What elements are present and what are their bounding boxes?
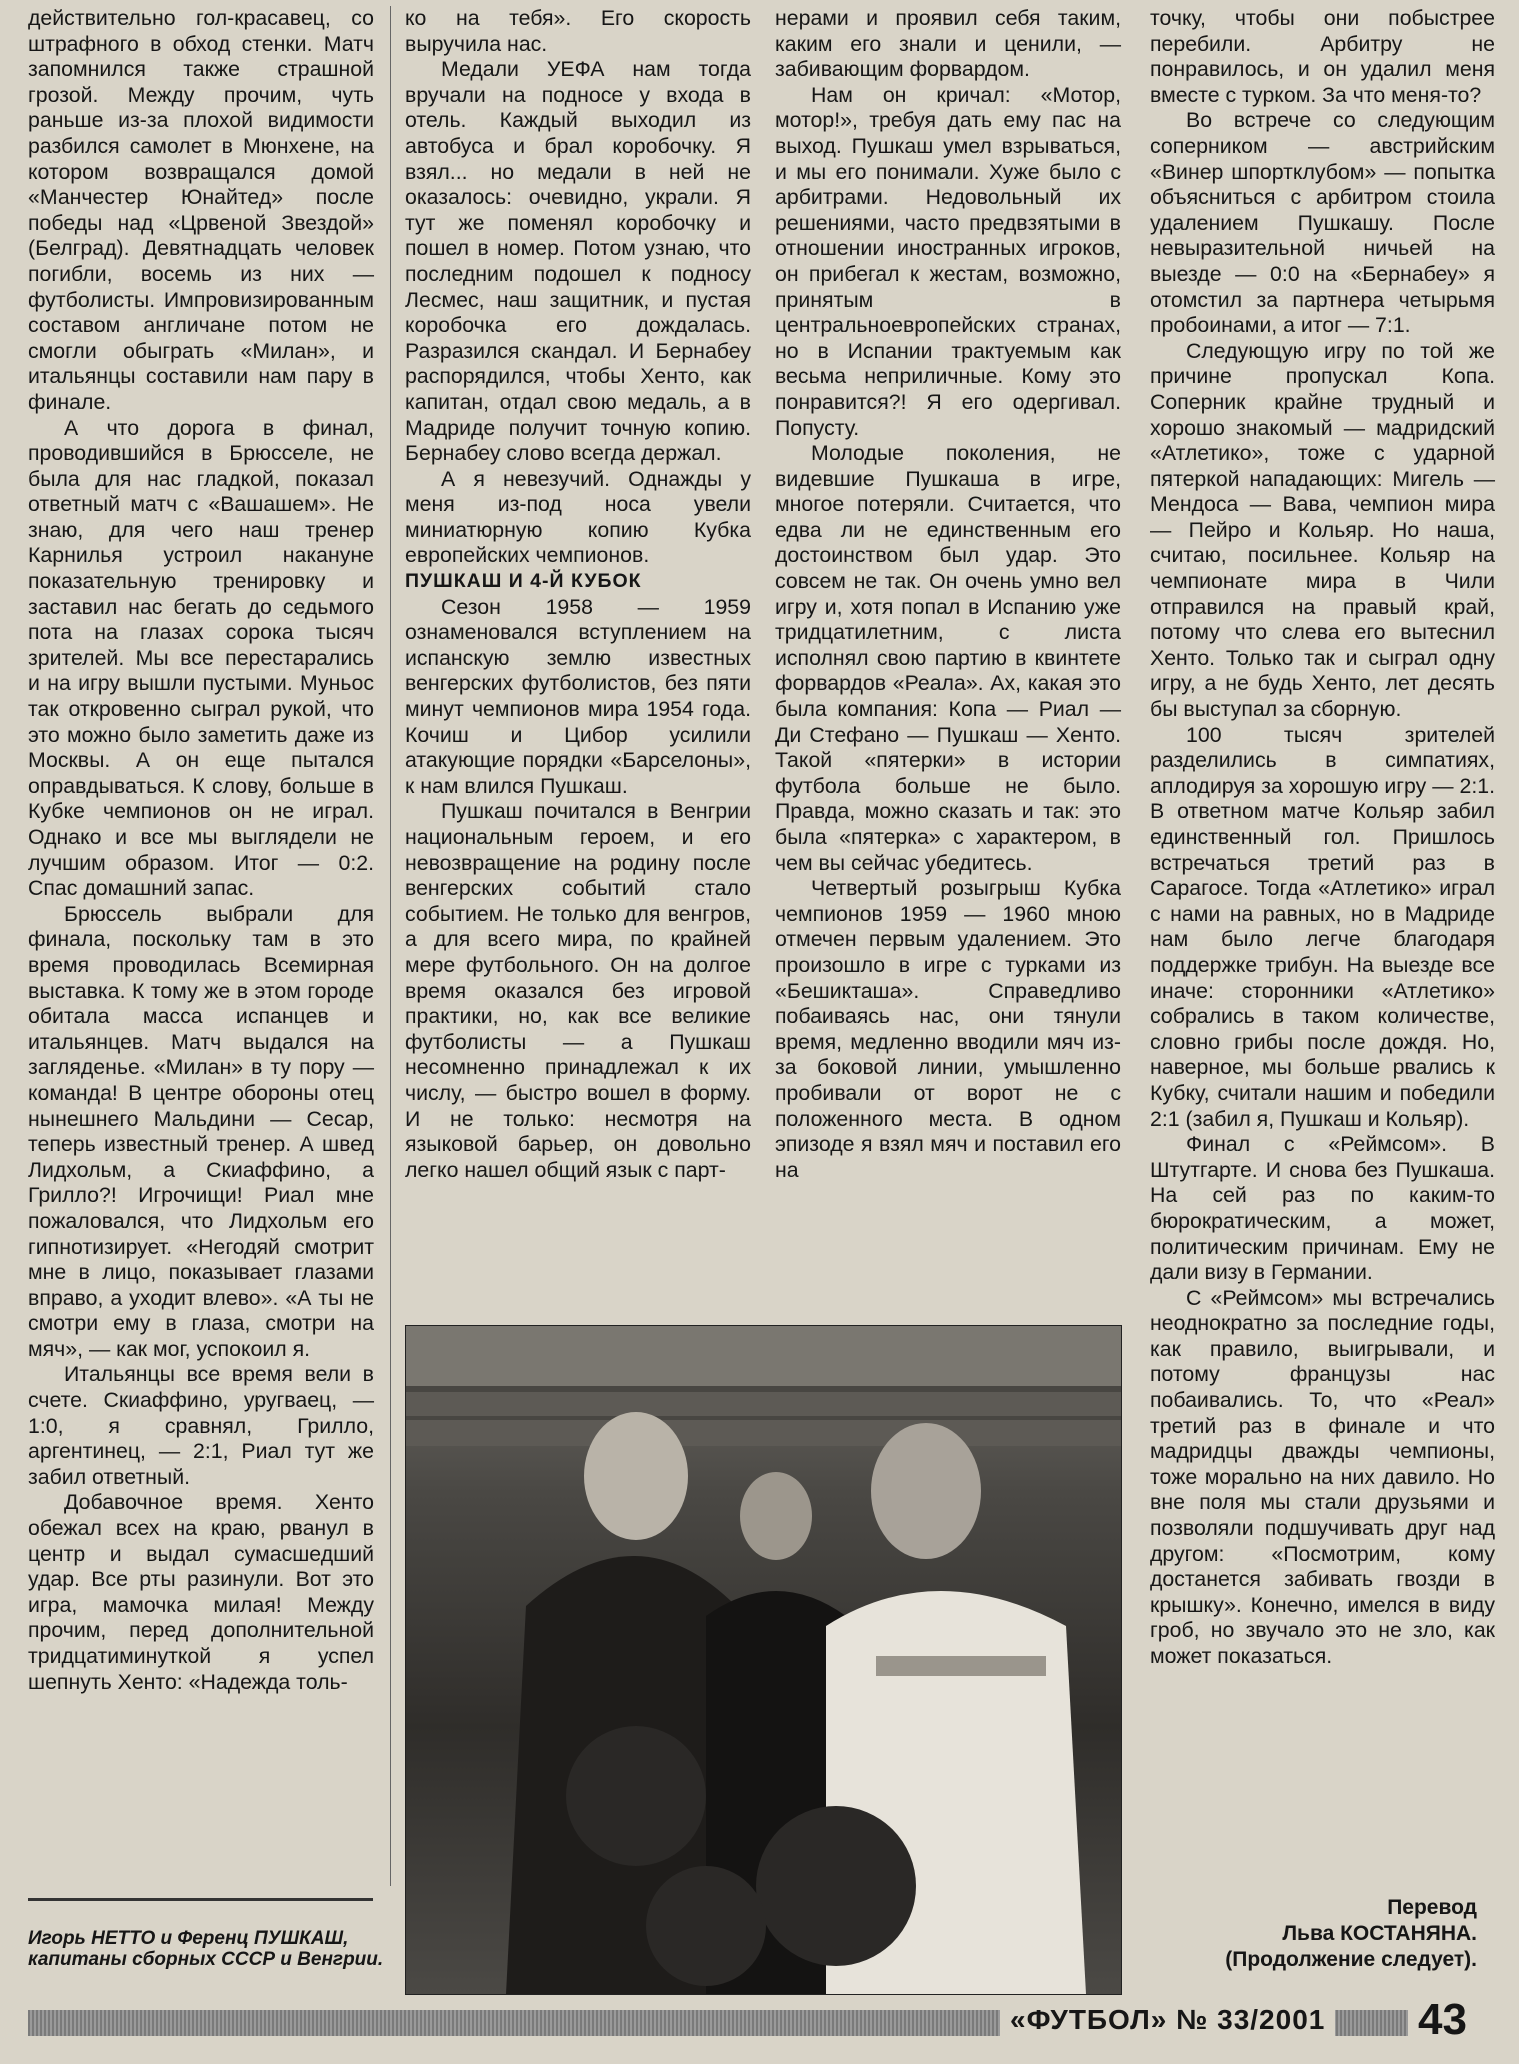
- credit-line-1: Перевод: [1387, 1896, 1477, 1919]
- photo-caption: Игорь НЕТТО и Ференц ПУШКАШ, капитаны сборных СССР и Венгрии.: [28, 1928, 384, 1970]
- paragraph: Следующую игру по той же причине пропускал Копа. Соперник крайне трудный и хорошо знакомый — мадридский «Атлетико», тоже с ударной пятеркой нападающих: Мигель — Мендоса — Вава, чемпион мира — Пейро и Кольяр. Но наша, считаю, посильнее. Кольяр на чемпионате мира в Чили отправился на правый край, потому что слева его вытеснил Хенто. Только так и сыграл одну игру, а не будь Хенто, лет десять бы выступал за сборную.: [1150, 338, 1495, 722]
- paragraph: Медали УЕФА нам тогда вручали на подносе у входа в отель. Каждый выходил из автобуса и брал коробочку. Я взял... но медали в ней не оказалось: очевидно, украли. Я тут же поменял коробочку и пошел в номер. Потом узнаю, что последним подошел к подносу Лесмес, наш защитник, и пустая коробочка его дождалась. Разразился скандал. И Бернабеу распорядился, чтобы Хенто, как капитан, отдал свою медаль, а в Мадриде получит точную копию. Бернабеу слово всегда держал.: [405, 57, 751, 466]
- article-column-4: [1150, 6, 1495, 1670]
- paragraph: Молодые поколения, не видевшие Пушкаша в игре, многое потеряли. Считается, что едва ли не единственным его достоинством был удар. Это совсем не так. Он очень умно вел игру и, хотя попал в Испанию уже тридцатилетним, с листа исполнял свою партию в квинтете форвардов «Реала». Ах, какая это была компания: Копа — Риал — Ди Стефано — Пушкаш — Хенто. Такой «пятерки» в истории футбола больше не было. Правда, можно сказать и так: это была «пятерка» с характером, в чем вы сейчас убедитесь.: [775, 441, 1121, 875]
- paragraph: С «Реймсом» мы встречались неоднократно за последние годы, как правило, выигрывали, и потому французы нас побаивались. То, что «Реал» третий раз в финале и что мадридцы дважды чемпионы, тоже морально на них давило. Но вне поля мы стали друзьями и позволяли подшучивать друг над другом: «Посмотрим, кому достанется забивать гвозди в крышку». Конечно, имелся в виду гроб, но звучало это не зло, как может показаться.: [1150, 1285, 1495, 1668]
- credit-line-3: (Продолжение следует).: [1225, 1948, 1477, 1971]
- paragraph: А я невезучий. Однажды у меня из-под носа увели миниатюрную копию Кубка европейских чемпионов.: [405, 466, 751, 568]
- paragraph: 100 тысяч зрителей разделились в симпатиях, аплодируя за хорошую игру — 2:1. В ответном матче Кольяр забил единственный гол. Пришлось встречаться третий раз в Сарагосе. Тогда «Атлетико» играл с нами на равных, но в Мадриде нам было легче благодаря поддержке трибун. На выезде все иначе: сторонники «Атлетико» собрались в таком количестве, словно грибы после дождя. Но, наверное, мы больше рвались к Кубку, считали нашим и победили 2:1 (забил я, Пушкаш и Кольяр).: [1150, 722, 1495, 1131]
- paragraph: Брюссель выбрали для финала, поскольку там в это время проводилась Всемирная выставка. К тому же в этом городе обитала масса испанцев и итальянцев. Матч выдался на загляденье. «Милан» в ту пору — команда! В центре обороны отец нынешнего Мальдини — Сесар, теперь известный тренер. А швед Лидхольм, а Скиаффино, а Грилло?! Игрочищи! Риал мне пожаловался, что Лидхольм его гипнотизирует. «Негодяй смотрит мне в лицо, показывает глазами вправо, а уходит влево». «А ты не смотри ему в глаза, смотри на мяч», — как мог, успокоил я.: [28, 901, 374, 1361]
- paragraph: Во встрече со следующим соперником — австрийским «Винер шпортклубом» — попытка объясниться с арбитром стоила удалением Пушкашу. После невыразительной ничьей на выезде — 0:0 на «Бернабеу» я отомстил за партнера четырьмя пробоинами, а итог — 7:1.: [1150, 108, 1495, 338]
- photo-captains-handshake: [405, 1325, 1122, 1995]
- article-column-3: [775, 6, 1121, 1183]
- paragraph: А что дорога в финал, проводившийся в Брюсселе, не была для нас гладкой, показал ответный матч с «Вашашем». Не знаю, для чего наш тренер Карнилья устроил накануне показательную тренировку и заставил нас бегать до седьмого пота на глазах сорока тысяч зрителей. Мы все перестарались и на игру вышли пустыми. Муньос так откровенно сыграл рукой, что это можно было заметить даже из Москвы. А он еще пытался оправдываться. К слову, больше в Кубке чемпионов он не играл. Однако и все мы выглядели не лучшим образом. Итог — 0:2. Спас домашний запас.: [28, 415, 374, 901]
- caption-rule: [28, 1898, 373, 1901]
- section-heading: ПУШКАШ И 4-Й КУБОК: [405, 570, 642, 593]
- paragraph: Четвертый розыгрыш Кубка чемпионов 1959 — 1960 мною отмечен первым удалением. Это произошло в игре с турками из «Бешикташа». Справедливо побаиваясь нас, они тянули время, медленно вводили мяч из-за боковой линии, умышленно пробивали от ворот не с положенного места. В одном эпизоде я взял мяч и поставил его на: [775, 876, 1121, 1182]
- page-number: 43: [1418, 1995, 1467, 2044]
- paragraph: Пушкаш почитался в Венгрии национальным героем, и его невозвращение на родину после венгерских событий стало событием. Не только для венгров, а для всего мира, по крайней мере футбольного. Он на долгое время оказался без игровой практики, но, как все великие футболисты — а Пушкаш несомненно принадлежал к их числу, — быстро вошел в форму. И не только: несмотря на языковой барьер, он довольно легко нашел общий язык с парт-: [405, 799, 751, 1182]
- paragraph: действительно гол-красавец, со штрафного в обход стенки. Матч запомнился также страшной грозой. Между прочим, чуть раньше из-за плохой видимости разбился самолет в Мюнхене, на котором возвращался домой «Манчестер Юнайтед» после победы над «Црвеной Звездой» (Белград). Девятнадцать человек погибли, восемь из них — футболисты. Импровизированным составом англичане потом не смогли обыграть «Милан», и итальянцы составили нам пару в финале.: [28, 6, 374, 414]
- paragraph: ко на тебя». Его скорость выручила нас.: [405, 6, 751, 56]
- magazine-issue: «ФУТБОЛ» № 33/2001: [1000, 2004, 1335, 2036]
- translator-credit: [1177, 1895, 1477, 1973]
- credit-line-2: Льва КОСТАНЯНА.: [1282, 1922, 1477, 1945]
- article-column-1: [28, 6, 374, 1695]
- article-column-2: [405, 6, 751, 1183]
- paragraph: точку, чтобы они побыстрее перебили. Арбитру не понравилось, и он удалил меня вместе с турком. За что меня-то?: [1150, 6, 1495, 107]
- paragraph: Добавочное время. Хенто обежал всех на краю, рванул в центр и выдал сумасшедший удар. Все рты разинули. Вот это игра, мамочка милая! Между прочим, перед дополнительной тридцатиминуткой я успел шепнуть Хенто: «Надежда толь-: [28, 1490, 374, 1694]
- paragraph: нерами и проявил себя таким, каким его знали и ценили, — забивающим форвардом.: [775, 6, 1121, 82]
- paragraph: Финал с «Реймсом». В Штутгарте. И снова без Пушкаша. На сей раз по каким-то бюрократическим, а может, политическим причинам. Ему не дали визу в Германии.: [1150, 1132, 1495, 1285]
- paragraph: Нам он кричал: «Мотор, мотор!», требуя дать ему пас на выход. Пушкаш умел взрываться, и мы его понимали. Хуже было с арбитрами. Недовольный их решениями, часто предвзятыми в отношении иностранных игроков, он прибегал к жестам, возможно, принятым в центральноевропейских странах, но в Испании трактуемым как весьма неприличные. Кому это понравится?! Я его одергивал. Попусту.: [775, 82, 1121, 440]
- paragraph: Итальянцы все время вели в счете. Скиаффино, уругваец, — 1:0, я сравнял, Грилло, аргентинец, — 2:1, Риал тут же забил ответный.: [28, 1362, 374, 1489]
- column-divider: [390, 6, 391, 1886]
- photo-illustration: [406, 1326, 1121, 1994]
- paragraph: Сезон 1958 — 1959 ознаменовался вступлением на испанскую землю известных венгерских футболистов, без пяти минут чемпионов мира 1954 года. Кочиш и Цибор усилили атакующие порядки «Барселоны», к нам влился Пушкаш.: [405, 594, 751, 798]
